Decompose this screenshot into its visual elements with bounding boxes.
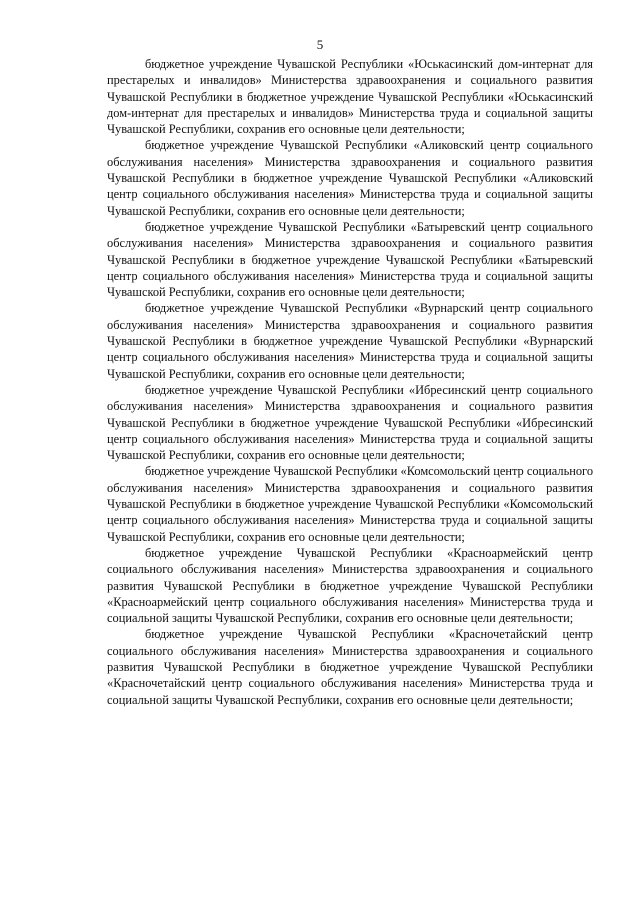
paragraph: бюджетное учреждение Чувашской Республики «Красночетайский центр социального обслуживания населения» Министерства здравоохранения и социального развития Чувашской Республики в бюджетное учреждение Чувашской Республики «Красночетайский центр социального обслуживания населения» Министерства труда и социальной защиты Чувашской Республики, сохранив его основные цели деятельности; — [107, 627, 593, 707]
paragraph: бюджетное учреждение Чувашской Республики «Ибресинский центр социального обслуживания населения» Министерства здравоохранения и социального развития Чувашской Республики в бюджетное учреждение Чувашской Республики «Ибресинский центр социального обслуживания населения» Министерства труда и социальной защиты Чувашской Республики, сохранив его основные цели деятельности; — [107, 382, 593, 463]
paragraph: бюджетное учреждение Чувашской Республики «Вурнарский центр социального обслуживания населения» Министерства здравоохранения и социального развития Чувашской Республики в бюджетное учреждение Чувашской Республики «Вурнарский центр социального обслуживания населения» Министерства труда и социальной защиты Чувашской Республики, сохранив его основные цели деятельности; — [107, 301, 593, 381]
paragraph: бюджетное учреждение Чувашской Республики «Комсомольский центр социального обслуживания населения» Министерства здравоохранения и социального развития Чувашской Республики в бюджетное учреждение Чувашской Республики «Комсомольский центр социального обслуживания населения» Министерства труда и социальной защиты Чувашской Республики, сохранив его основные цели деятельности; — [107, 464, 594, 544]
paragraph: бюджетное учреждение Чувашской Республики «Юськасинский дом-интернат для престарелых и инвалидов» Министерства здравоохранения и социального развития Чувашской Республики в бюджетное учреждение Чувашской Республики «Юськасинский дом-интернат для престарелых и инвалидов» Министерства труда и социальной защиты Чувашской Республики, сохранив его основные цели деятельности; — [107, 57, 593, 137]
paragraph: бюджетное учреждение Чувашской Республики «Аликовский центр социального обслуживания населения» Министерства здравоохранения и социального развития Чувашской Республики в бюджетное учреждение Чувашской Республики «Аликовский центр социального обслуживания населения» Министерства труда и социальной защиты Чувашской Республики, сохранив его основные цели деятельности; — [107, 138, 593, 218]
page-number: 5 — [316, 37, 324, 52]
body-text — [107, 56, 593, 708]
paragraph: бюджетное учреждение Чувашской Республики «Красноармейский центр социального обслуживания населения» Министерства здравоохранения и социального развития Чувашской Республики в бюджетное учреждение Чувашской Республики «Красноармейский центр социального обслуживания населения» Министерства труда и социальной защиты Чувашской Республики, сохранив его основные цели деятельности; — [107, 545, 593, 626]
paragraph: бюджетное учреждение Чувашской Республики «Батыревский центр социального обслуживания населения» Министерства здравоохранения и социального развития Чувашской Республики в бюджетное учреждение Чувашской Республики «Батыревский центр социального обслуживания населения» Министерства труда и социальной защиты Чувашской Республики, сохранив его основные цели деятельности; — [107, 219, 593, 300]
